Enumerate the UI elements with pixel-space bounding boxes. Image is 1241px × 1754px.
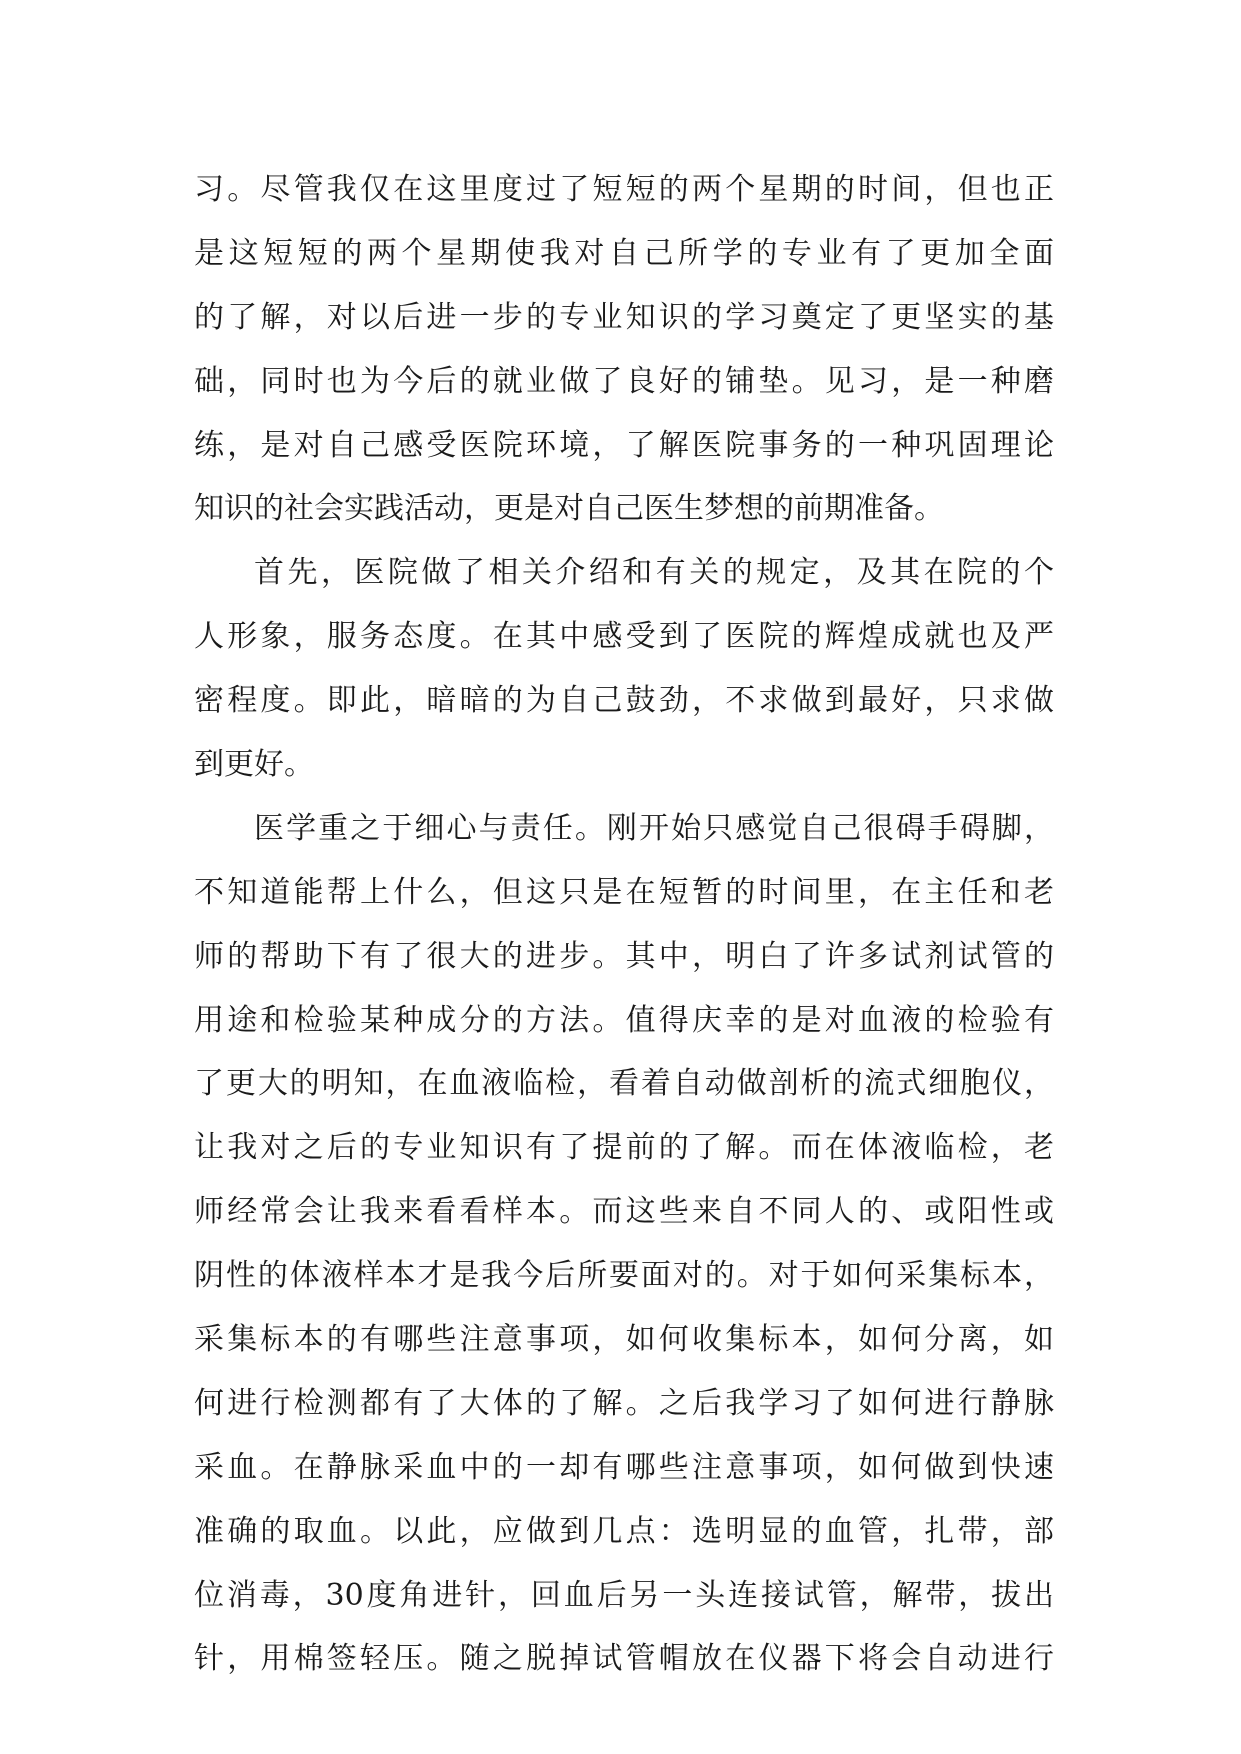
text-line: 密程度。即此，暗暗的为自己鼓劲，不求做到最好，只求做 [194, 683, 1054, 719]
text-line: 用途和检验某种成分的方法。值得庆幸的是对血液的检验有 [194, 1002, 1054, 1038]
text-line: 练，是对自己感受医院环境，了解医院事务的一种巩固理论 [194, 427, 1054, 463]
text-line: 习。尽管我仅在这里度过了短短的两个星期的时间，但也正 [194, 172, 1054, 207]
text-line: 让我对之后的专业知识有了提前的了解。而在体液临检，老 [194, 1130, 1054, 1166]
text-line: 础，同时也为今后的就业做了良好的铺垫。见习，是一种磨 [194, 363, 1054, 399]
text-line: 准确的取血。以此，应做到几点：选明显的血管，扎带，部 [194, 1513, 1054, 1549]
text-line: 不知道能帮上什么，但这只是在短暂的时间里，在主任和老 [194, 874, 1054, 910]
text-line: 师的帮助下有了很大的进步。其中，明白了许多试剂试管的 [194, 938, 1054, 974]
text-line: 采集标本的有哪些注意事项，如何收集标本，如何分离，如 [194, 1322, 1054, 1358]
text-line: 知识的社会实践活动，更是对自己医生梦想的前期准备。 [194, 491, 944, 527]
text-line: 采血。在静脉采血中的一却有哪些注意事项，如何做到快速 [194, 1449, 1054, 1485]
text-line: 是这短短的两个星期使我对自己所学的专业有了更加全面 [194, 235, 1054, 271]
text-line: 到更好。 [194, 747, 314, 783]
text-line: 位消毒，30度角进针，回血后另一头连接试管，解带，拔出 [194, 1577, 1054, 1613]
text-line: 针，用棉签轻压。随之脱掉试管帽放在仪器下将会自动进行 [194, 1641, 1054, 1677]
text-line: 的了解，对以后进一步的专业知识的学习奠定了更坚实的基 [194, 299, 1054, 335]
text-line: 了更大的明知，在血液临检，看着自动做剖析的流式细胞仪， [194, 1066, 1054, 1102]
text-line: 何进行检测都有了大体的了解。之后我学习了如何进行静脉 [194, 1385, 1054, 1421]
text-line: 师经常会让我来看看样本。而这些来自不同人的、或阳性或 [194, 1194, 1054, 1230]
paragraph-first-line: 医学重之于细心与责任。刚开始只感觉自己很碍手碍脚， [254, 810, 1054, 846]
text-line: 人形象，服务态度。在其中感受到了医院的辉煌成就也及严 [194, 619, 1054, 655]
paragraph-first-line: 首先，医院做了相关介绍和有关的规定，及其在院的个 [254, 555, 1054, 591]
text-line: 阴性的体液样本才是我今后所要面对的。对于如何采集标本， [194, 1258, 1054, 1294]
document-body [194, 158, 1054, 1691]
